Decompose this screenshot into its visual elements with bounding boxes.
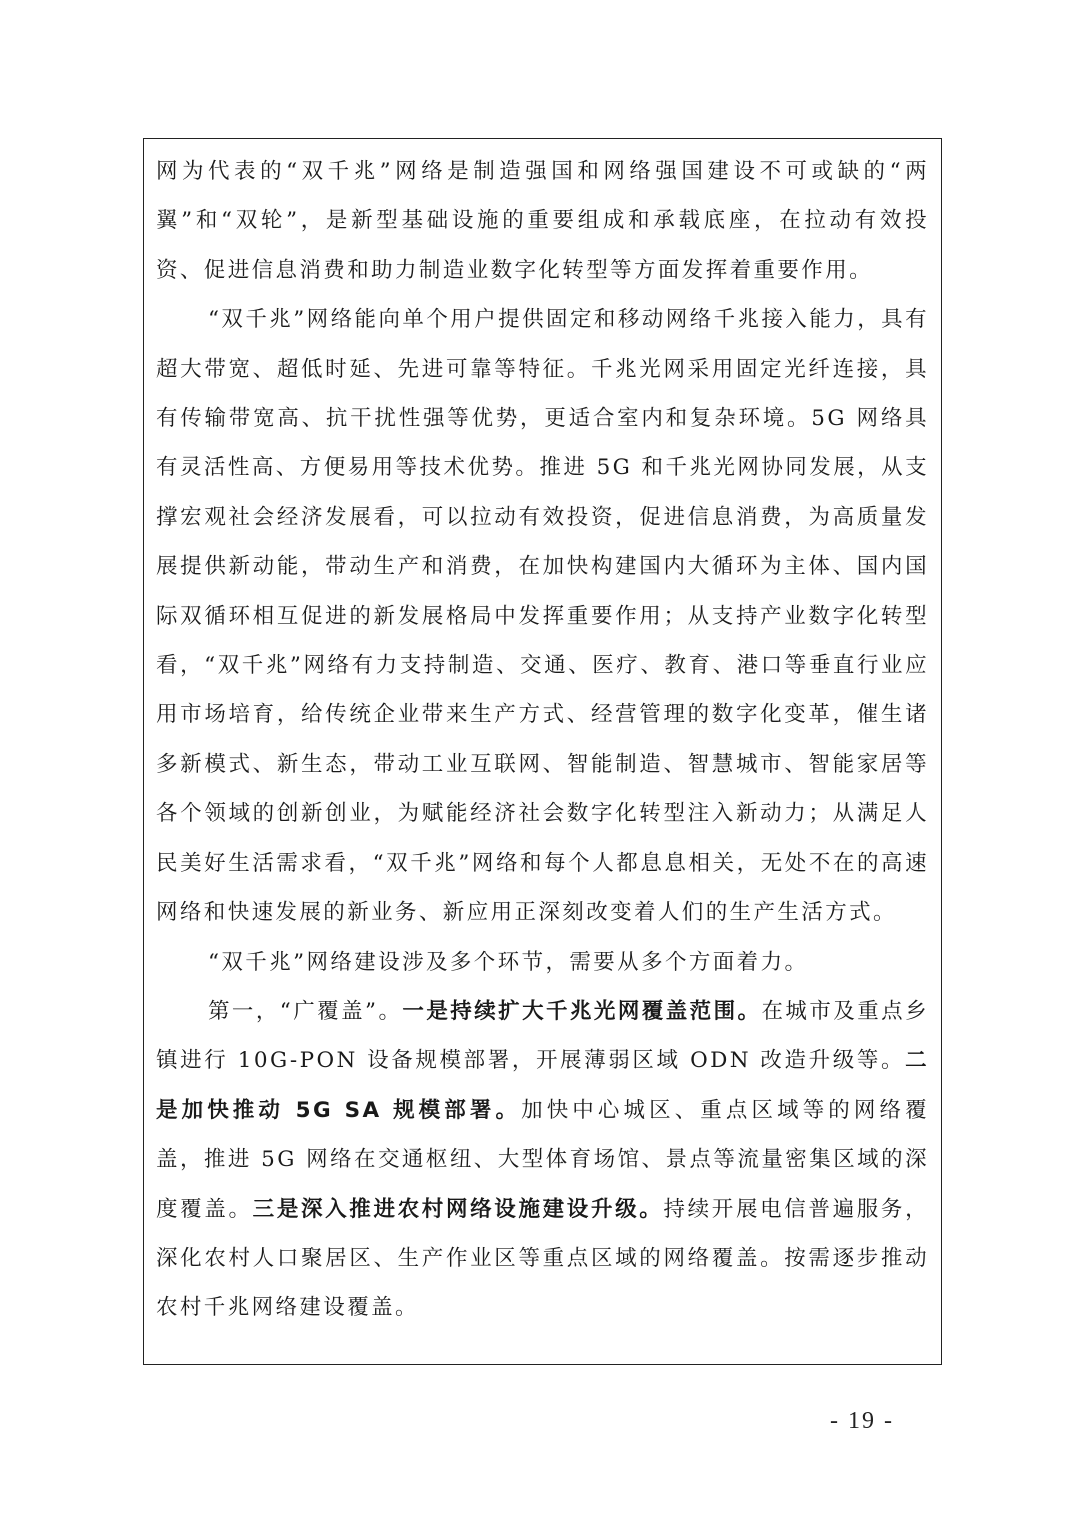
page-number: - 19 - [830,1408,894,1434]
point-2-text: 加快中心城区、重点区域等的网络覆盖，推进 5G 网络在交通枢纽、大型体育场馆、景点等流量密集区域的深度覆盖。 [156,1097,929,1222]
section-lead: 第一，“广覆盖”。 [208,998,403,1024]
paragraph-1: 网为代表的“双千兆”网络是制造强国和网络强国建设不可或缺的“两翼”和“双轮”，是新型基础设施的重要组成和承载底座，在拉动有效投资、促进信息消费和助力制造业数字化转型等方面发挥着重要作用。 [156,159,929,283]
paragraph-4 [156,987,929,1333]
point-1-text: 在城市及重点乡镇进行 10G-PON 设备规模部署，开展薄弱区域 ODN 改造升级等。 [156,998,929,1074]
bold-point-2: 二是加快推动 5G SA 规模部署。 [156,1048,929,1123]
bold-point-3: 三是深入推进农村网络设施建设升级。 [252,1196,664,1222]
point-3-text: 持续开展电信普遍服务，深化农村人口聚居区、生产作业区等重点区域的网络覆盖。按需逐步推动农村千兆网络建设覆盖。 [156,1196,929,1321]
bold-point-1: 一是持续扩大千兆光网覆盖范围。 [402,998,762,1024]
paragraph-3: “双千兆”网络建设涉及多个环节，需要从多个方面着力。 [208,949,809,975]
paragraph-2: “双千兆”网络能向单个用户提供固定和移动网络千兆接入能力，具有超大带宽、超低时延、先进可靠等特征。千兆光网采用固定光纤连接，具有传输带宽高、抗干扰性强等优势，更适合室内和复杂环境。5G 网络具有灵活性高、方便易用等技术优势。推进 5G 和千兆光网协同发展，从支撑宏观社会经济发展看，可以拉动有效投资，促进信息消费，为高质量发展提供新动能，带动生产和消费，在加快构建国内大循环为主体、国内国际双循环相互促进的新发展格局中发挥重要作用；从支持产业数字化转型看，“双千兆”网络有力支持制造、交通、医疗、教育、港口等垂直行业应用市场培育，给传统企业带来生产方式、经营管理的数字化变革，催生诸多新模式、新生态，带动工业互联网、智能制造、智慧城市、智能家居等各个领域的创新创业，为赋能经济社会数字化转型注入新动力；从满足人民美好生活需求看，“双千兆”网络和每个人都息息相关，无处不在的高速网络和快速发展的新业务、新应用正深刻改变着人们的生产生活方式。 [156,307,929,926]
content-box [143,138,942,1365]
